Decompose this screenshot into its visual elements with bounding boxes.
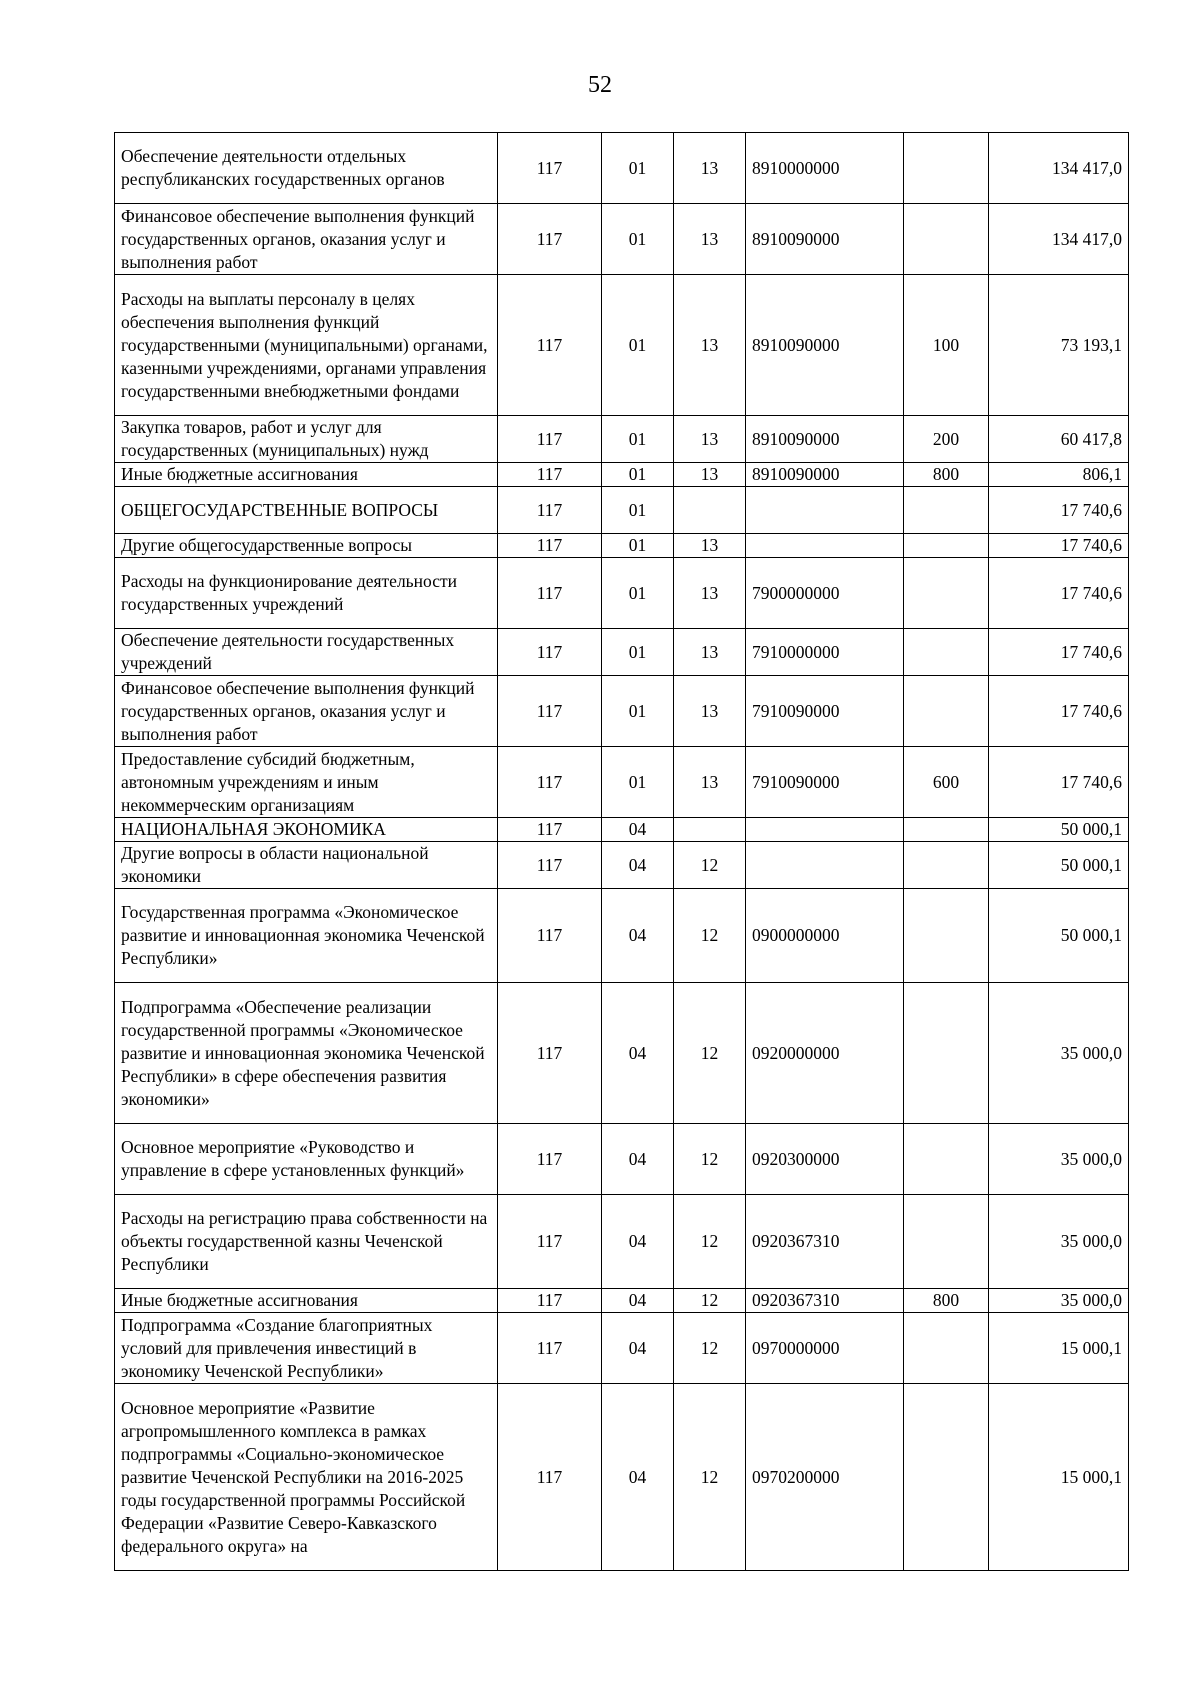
row-name: Расходы на функционирование деятельности государственных учреждений [115, 558, 498, 629]
table-row [115, 1124, 1129, 1195]
row-name: Закупка товаров, работ и услуг для государственных (муниципальных) нужд [115, 416, 498, 463]
row-subsection-code: 12 [674, 1124, 746, 1195]
row-section-code: 01 [602, 416, 674, 463]
row-target-code: 8910090000 [746, 275, 904, 416]
row-section-code: 01 [602, 204, 674, 275]
row-ministry-code: 117 [498, 416, 602, 463]
row-amount: 35 000,0 [989, 1195, 1129, 1289]
row-name: Расходы на регистрацию права собственности на объекты государственной казны Чеченской Республики [115, 1195, 498, 1289]
row-subsection-code: 12 [674, 1289, 746, 1313]
row-subsection-code: 13 [674, 629, 746, 676]
row-ministry-code: 117 [498, 1289, 602, 1313]
row-name: Подпрограмма «Обеспечение реализации государственной программы «Экономическое развитие и инновационная экономика Чеченской Республики» в сфере обеспечения развития экономики» [115, 983, 498, 1124]
row-target-code [746, 842, 904, 889]
table-row [115, 1313, 1129, 1384]
row-section-code: 04 [602, 983, 674, 1124]
row-ministry-code: 117 [498, 1384, 602, 1571]
table-row [115, 1195, 1129, 1289]
row-amount: 60 417,8 [989, 416, 1129, 463]
row-expense-code [904, 1313, 989, 1384]
row-ministry-code: 117 [498, 983, 602, 1124]
row-name: Государственная программа «Экономическое развитие и инновационная экономика Чеченской Республики» [115, 889, 498, 983]
row-ministry-code: 117 [498, 487, 602, 534]
table-row [115, 275, 1129, 416]
row-amount: 50 000,1 [989, 842, 1129, 889]
row-amount: 17 740,6 [989, 487, 1129, 534]
row-section-code: 04 [602, 1384, 674, 1571]
row-name: Финансовое обеспечение выполнения функций государственных органов, оказания услуг и выполнения работ [115, 204, 498, 275]
row-section-code: 04 [602, 818, 674, 842]
row-amount: 50 000,1 [989, 889, 1129, 983]
row-ministry-code: 117 [498, 463, 602, 487]
row-subsection-code: 12 [674, 842, 746, 889]
row-subsection-code: 13 [674, 534, 746, 558]
row-section-code: 01 [602, 487, 674, 534]
row-expense-code [904, 1195, 989, 1289]
row-target-code: 8910090000 [746, 204, 904, 275]
row-target-code: 0900000000 [746, 889, 904, 983]
row-expense-code [904, 133, 989, 204]
row-name: ОБЩЕГОСУДАРСТВЕННЫЕ ВОПРОСЫ [115, 487, 498, 534]
table-row [115, 463, 1129, 487]
row-section-code: 01 [602, 463, 674, 487]
row-target-code [746, 487, 904, 534]
row-expense-code [904, 629, 989, 676]
row-ministry-code: 117 [498, 1195, 602, 1289]
table-row [115, 889, 1129, 983]
row-section-code: 04 [602, 889, 674, 983]
row-expense-code [904, 983, 989, 1124]
row-amount: 35 000,0 [989, 1289, 1129, 1313]
row-ministry-code: 117 [498, 534, 602, 558]
row-section-code: 01 [602, 534, 674, 558]
row-target-code [746, 534, 904, 558]
row-amount: 134 417,0 [989, 204, 1129, 275]
row-subsection-code: 12 [674, 1384, 746, 1571]
row-expense-code [904, 204, 989, 275]
row-subsection-code: 12 [674, 1313, 746, 1384]
row-target-code: 0920367310 [746, 1195, 904, 1289]
row-name: Иные бюджетные ассигнования [115, 1289, 498, 1313]
row-target-code: 0920367310 [746, 1289, 904, 1313]
row-section-code: 01 [602, 275, 674, 416]
row-expense-code: 600 [904, 747, 989, 818]
row-ministry-code: 117 [498, 747, 602, 818]
row-ministry-code: 117 [498, 842, 602, 889]
row-ministry-code: 117 [498, 818, 602, 842]
row-target-code: 7910090000 [746, 676, 904, 747]
row-ministry-code: 117 [498, 1124, 602, 1195]
row-amount: 17 740,6 [989, 747, 1129, 818]
row-ministry-code: 117 [498, 275, 602, 416]
row-ministry-code: 117 [498, 676, 602, 747]
row-name: Другие вопросы в области национальной экономики [115, 842, 498, 889]
row-section-code: 01 [602, 629, 674, 676]
row-amount: 17 740,6 [989, 676, 1129, 747]
row-expense-code [904, 889, 989, 983]
row-target-code: 0970000000 [746, 1313, 904, 1384]
row-ministry-code: 117 [498, 133, 602, 204]
row-target-code [746, 818, 904, 842]
row-name: Расходы на выплаты персоналу в целях обеспечения выполнения функций государственными (муниципальными) органами, казенными учреждениями, органами управления государственными внебюджетными фондами [115, 275, 498, 416]
row-expense-code [904, 1124, 989, 1195]
row-expense-code [904, 842, 989, 889]
row-subsection-code: 12 [674, 1195, 746, 1289]
row-subsection-code: 13 [674, 416, 746, 463]
row-target-code: 8910000000 [746, 133, 904, 204]
row-subsection-code [674, 487, 746, 534]
budget-table-body [115, 133, 1129, 1571]
row-amount: 17 740,6 [989, 558, 1129, 629]
row-name: Основное мероприятие «Развитие агропромышленного комплекса в рамках подпрограммы «Социально-экономическое развитие Чеченской Республики на 2016-2025 годы государственной программы Российской Федерации «Развитие Северо-Кавказского федерального округа» на [115, 1384, 498, 1571]
row-target-code: 7900000000 [746, 558, 904, 629]
row-subsection-code: 12 [674, 983, 746, 1124]
row-amount: 15 000,1 [989, 1384, 1129, 1571]
row-name: Иные бюджетные ассигнования [115, 463, 498, 487]
row-section-code: 04 [602, 842, 674, 889]
row-amount: 17 740,6 [989, 534, 1129, 558]
row-name: Подпрограмма «Создание благоприятных условий для привлечения инвестиций в экономику Чеченской Республики» [115, 1313, 498, 1384]
table-row [115, 629, 1129, 676]
row-name: Финансовое обеспечение выполнения функций государственных органов, оказания услуг и выполнения работ [115, 676, 498, 747]
row-section-code: 04 [602, 1195, 674, 1289]
row-subsection-code: 13 [674, 676, 746, 747]
row-expense-code: 800 [904, 463, 989, 487]
row-target-code: 8910090000 [746, 463, 904, 487]
table-row [115, 487, 1129, 534]
budget-table [114, 132, 1129, 1571]
row-amount: 73 193,1 [989, 275, 1129, 416]
row-ministry-code: 117 [498, 1313, 602, 1384]
row-subsection-code: 12 [674, 889, 746, 983]
row-amount: 35 000,0 [989, 983, 1129, 1124]
row-amount: 35 000,0 [989, 1124, 1129, 1195]
row-expense-code [904, 534, 989, 558]
row-ministry-code: 117 [498, 204, 602, 275]
row-ministry-code: 117 [498, 889, 602, 983]
table-row [115, 818, 1129, 842]
row-amount: 134 417,0 [989, 133, 1129, 204]
row-amount: 806,1 [989, 463, 1129, 487]
row-target-code: 7910000000 [746, 629, 904, 676]
row-name: НАЦИОНАЛЬНАЯ ЭКОНОМИКА [115, 818, 498, 842]
row-expense-code [904, 818, 989, 842]
row-expense-code: 800 [904, 1289, 989, 1313]
table-row [115, 842, 1129, 889]
row-target-code: 0920300000 [746, 1124, 904, 1195]
table-row [115, 676, 1129, 747]
row-section-code: 01 [602, 133, 674, 204]
table-row [115, 204, 1129, 275]
table-row [115, 747, 1129, 818]
row-name: Основное мероприятие «Руководство и управление в сфере установленных функций» [115, 1124, 498, 1195]
row-expense-code: 100 [904, 275, 989, 416]
row-amount: 17 740,6 [989, 629, 1129, 676]
row-section-code: 01 [602, 676, 674, 747]
row-section-code: 04 [602, 1313, 674, 1384]
row-expense-code [904, 1384, 989, 1571]
page-number: 52 [588, 72, 612, 98]
table-row [115, 133, 1129, 204]
row-section-code: 01 [602, 747, 674, 818]
table-row [115, 558, 1129, 629]
row-subsection-code: 13 [674, 463, 746, 487]
row-expense-code [904, 487, 989, 534]
table-row [115, 983, 1129, 1124]
row-name: Обеспечение деятельности отдельных республиканских государственных органов [115, 133, 498, 204]
row-ministry-code: 117 [498, 558, 602, 629]
row-subsection-code: 13 [674, 558, 746, 629]
row-target-code: 7910090000 [746, 747, 904, 818]
table-row [115, 1384, 1129, 1571]
row-target-code: 0970200000 [746, 1384, 904, 1571]
row-amount: 50 000,1 [989, 818, 1129, 842]
row-expense-code [904, 676, 989, 747]
row-section-code: 04 [602, 1289, 674, 1313]
row-subsection-code: 13 [674, 133, 746, 204]
row-ministry-code: 117 [498, 629, 602, 676]
row-subsection-code: 13 [674, 204, 746, 275]
row-section-code: 01 [602, 558, 674, 629]
row-expense-code: 200 [904, 416, 989, 463]
row-name: Другие общегосударственные вопросы [115, 534, 498, 558]
row-name: Обеспечение деятельности государственных учреждений [115, 629, 498, 676]
table-row [115, 1289, 1129, 1313]
row-name: Предоставление субсидий бюджетным, автономным учреждениям и иным некоммерческим организациям [115, 747, 498, 818]
row-subsection-code: 13 [674, 275, 746, 416]
row-target-code: 0920000000 [746, 983, 904, 1124]
row-expense-code [904, 558, 989, 629]
table-row [115, 416, 1129, 463]
row-subsection-code [674, 818, 746, 842]
row-section-code: 04 [602, 1124, 674, 1195]
table-row [115, 534, 1129, 558]
row-subsection-code: 13 [674, 747, 746, 818]
row-amount: 15 000,1 [989, 1313, 1129, 1384]
row-target-code: 8910090000 [746, 416, 904, 463]
